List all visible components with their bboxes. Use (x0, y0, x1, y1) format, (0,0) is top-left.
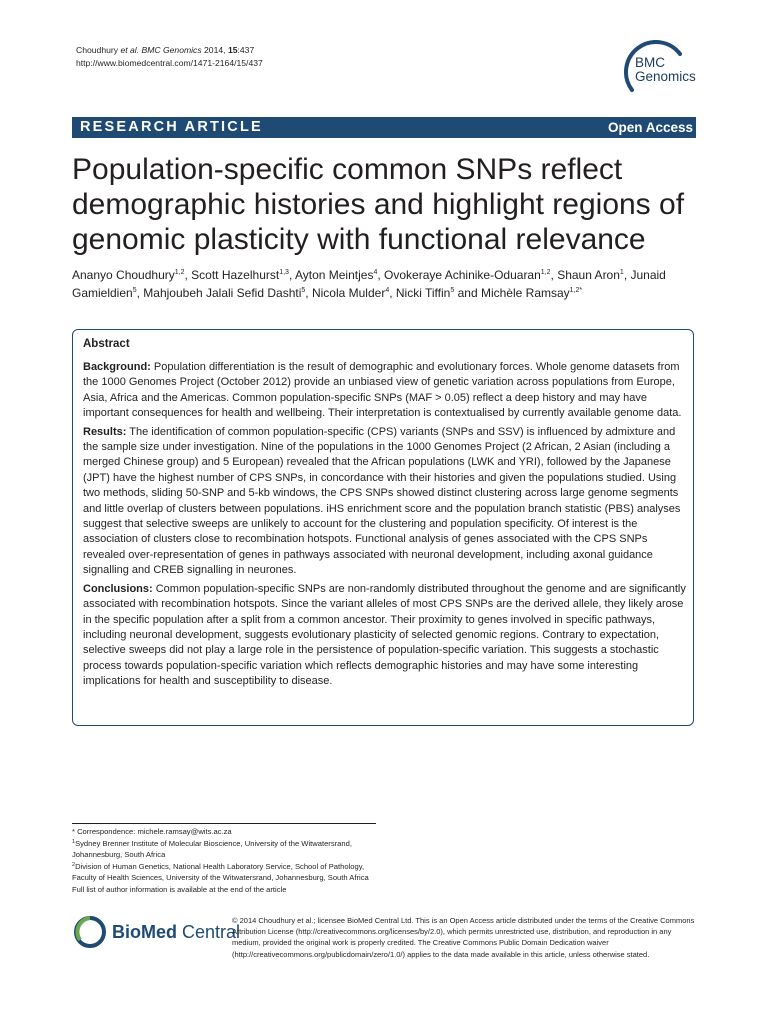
background-text: Population differentiation is the result of demographic and evolutionary forces. Whole genome datasets from the 1000 Genomes Project (October 2012) provide an unbiased view of genetic variation across populations from Europe, Asia, Africa and the Americas. Common population-specific SNPs (MAF > 0.05) reflect a deep history and may have important consequences for health and wellbeing. Their interpretation is contextualised by currently available genome data. (83, 361, 682, 420)
author-name: Ayton Meintjes (294, 268, 374, 282)
affiliation-2-text: Division of Human Genetics, National Health Laboratory Service, School of Pathology, Faculty of Health Sciences, University of the Witwatersrand, Johannesburg, South Africa (72, 861, 369, 882)
correspondence-label: * Correspondence: (72, 827, 138, 836)
author-name: Nicola Mulder (311, 286, 386, 300)
results-text: The identification of common population-specific (CPS) variants (SNPs and SSV) is influenced by admixture and the sample size under investigation. Nine of the populations in the 1000 Genomes Project (2 African, 2 Asian (including a merged Chinese group) and 5 European) revealed that the African populations (LWK and YRI), followed by the Japanese (JPT) have the highest number of CPS SNPs, in concordance with their histories and given the populations studied. Using two methods, sliding 50-SNP and 5-kb windows, the CPS SNPs showed distinct clustering across large genome segments and little overlap of clusters between populations. iHS enrichment score and the population branch statistic (PBS) analyses suggest that selective sweeps are unlikely to account for the clustering and population specificity. Of interest is the association of clusters close to recombination hotspots. Functional analysis of genes associated with the CPS SNPs revealed over-representation of genes in pathways associated with neuronal development, including axonal guidance signalling and CREB signalling in neurones. (83, 425, 681, 577)
author-separator: , (288, 268, 295, 282)
correspondence (72, 826, 382, 838)
author-separator: , (305, 286, 312, 300)
background-label: Background: (83, 361, 151, 373)
author-affiliation-marker: 1,2 (540, 269, 551, 276)
citation-line (76, 44, 263, 57)
citation-volume: 15 (227, 45, 238, 55)
author-list (72, 266, 702, 302)
abstract-conclusions (83, 582, 687, 690)
author-affiliation-marker: 4 (385, 287, 390, 294)
conclusions-label: Conclusions: (83, 582, 153, 595)
bmc-genomics-logo (606, 40, 706, 100)
author-affiliation-marker: 5 (450, 287, 455, 294)
author-name: Mahjoubeh Jalali Sefid Dashti (143, 286, 302, 300)
conclusions-text: Common population-specific SNPs are non-randomly distributed throughout the genome and are significantly associated with recombination hotspots. Since the variant alleles of most CPS SNPs are the derived allele, they likely arose in the specific population after a split from a common ancestor. Their proximity to genes involved in specific pathways, including neuronal development, suggests evolutionary plasticity of selected genomic regions. Contrary to expectation, selective sweeps did not play a large role in the persistence of population-specific variation. This suggests a stochastic process towards population-specific variation which reflects demographic histories and may have some interesting implications for health and susceptibility to disease. (83, 582, 686, 688)
article-title: Population-specific common SNPs reflect demographic histories and highlight regions of genomic plasticity with functional relevance (72, 153, 685, 256)
author-name: Shaun Aron (557, 268, 620, 282)
central-regular: Central (177, 922, 241, 942)
citation-authors: Choudhury (76, 45, 119, 55)
author-affiliation-marker: 5 (132, 287, 137, 294)
author-name: Ovokeraye Achinike-Oduaran (384, 268, 541, 282)
abstract-box (72, 329, 694, 726)
author-name: Michèle Ramsay (480, 286, 570, 300)
author-separator: , (377, 268, 385, 282)
author-affiliation-marker: 1,2 (174, 269, 185, 276)
author-separator: and (454, 286, 481, 300)
affiliation-2 (72, 861, 382, 884)
author-affiliation-marker: 4 (373, 269, 378, 276)
results-label: Results: (83, 425, 127, 438)
author-name: Nicki Tiffin (395, 286, 451, 300)
author-separator: , (550, 268, 558, 282)
biomed-central-logo (72, 914, 241, 950)
author-name: Junaid Gamieldien (72, 268, 666, 300)
biomed-bold: BioMed (112, 922, 177, 942)
affiliation-1-text: Sydney Brenner Institute of Molecular Bioscience, University of the Witwatersrand, Johannesburg, South Africa (72, 838, 352, 859)
citation-url[interactable]: http://www.biomedcentral.com/1471-2164/15/437 (76, 58, 263, 68)
author-affiliation-marker: 5 (301, 287, 306, 294)
affiliation-1-number: 1 (72, 838, 76, 845)
article-type-label: RESEARCH ARTICLE (80, 119, 263, 135)
abstract-body (83, 360, 687, 693)
citation-header (76, 44, 263, 70)
footnotes (72, 826, 382, 895)
abstract-results (83, 425, 687, 579)
author-affiliation-marker: 1 (619, 269, 624, 276)
affiliation-2-number: 2 (72, 861, 76, 868)
author-separator: , (184, 268, 192, 282)
author-separator: , (623, 268, 631, 282)
author-affiliation-marker: 1,2* (569, 287, 583, 294)
correspondence-email[interactable]: michele.ramsay@wits.ac.za (137, 827, 232, 836)
logo-line-1: BMC (635, 55, 665, 70)
author-separator: , (136, 286, 144, 300)
citation-et-al: et al. (120, 45, 140, 55)
biomed-wordmark (112, 922, 240, 942)
footnote-divider (72, 823, 376, 824)
citation-year: 2014, (204, 45, 226, 55)
author-name: Scott Hazelhurst (191, 268, 280, 282)
author-info-note: Full list of author information is available at the end of the article (72, 884, 287, 894)
license-text: © 2014 Choudhury et al.; licensee BioMed Central Ltd. This is an Open Access article distributed under the terms of the Creative Commons Attribution License (http://creativecommons.org/licenses/by/2.0), which permits unrestricted use, distribution, and reproduction in any medium, provided the original work is properly credited. The Creative Commons Public Domain Dedication waiver (http://creativecommons.org/publicdomain/zero/1.0/) applies to the data made available in this article, unless otherwise stated. (232, 916, 695, 959)
abstract-heading: Abstract (83, 338, 130, 350)
author-separator: , (389, 286, 396, 300)
affiliation-1 (72, 838, 382, 861)
author-name: Ananyo Choudhury (72, 268, 175, 282)
citation-article-number: :437 (237, 45, 255, 55)
citation-journal: BMC Genomics (141, 45, 202, 55)
biomed-swirl-icon (72, 914, 110, 950)
author-affiliation-marker: 1,3 (279, 269, 289, 276)
abstract-background (83, 360, 687, 422)
open-access-label: Open Access (607, 120, 693, 135)
logo-line-2: Genomics (635, 69, 696, 84)
article-type-banner (72, 117, 696, 138)
